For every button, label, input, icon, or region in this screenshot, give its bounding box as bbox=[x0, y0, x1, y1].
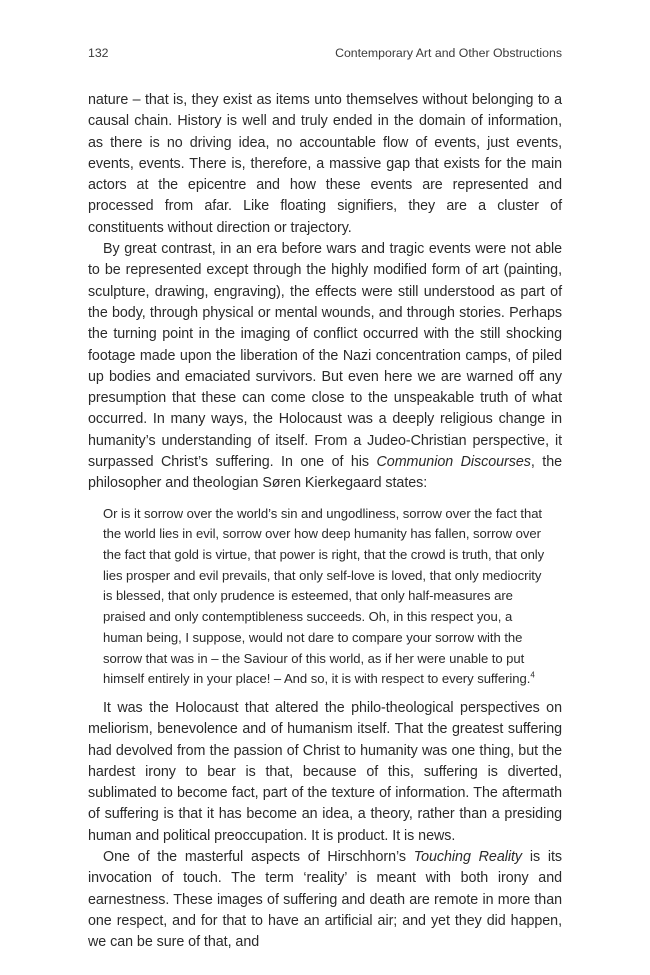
paragraph-3: It was the Holocaust that altered the philo-theological perspectives on meliorism, benevolence and of humanism itself. That the greatest suffering had devolved from the passion of Christ to humanity was one thing, but the hardest irony to bear is that, because of this, suffering is diverted, sublimated to become fact, part of the texture of information. The aftermath of suffering is that it has become an idea, a theory, rather than a presiding human and political preoccupation. It is product. It is news. bbox=[88, 699, 562, 844]
paragraph-2-text: By great contrast, in an era before wars and tragic events were not able to be represented except through the highly modified form of art (painting, sculpture, drawing, engraving), the effects were still understood as part of the body, through physical or mental wounds, and through stories. Perhaps the turning point in the imaging of conflict occurred with the still shocking footage made upon the liberation of the Nazi concentration camps, of piled up bodies and emaciated survivors. But even here we are warned off any presumption that these can come close to the unspeakable truth of what occurred. In many ways, the Holocaust was a deeply religious change in humanity’s understanding of itself. From a Judeo-Christian perspective, it surpassed Christ’s suffering. In one of his bbox=[88, 241, 562, 471]
paragraph-1: nature – that is, they exist as items unto themselves without belonging to a causal chain. History is well and truly ended in the domain of information, as there is no driving idea, no accountable flow of events, just events, events, events. There is, therefore, a massive gap that exists for the main actors at the epicentre and how these events are represented and processed from afar. Like floating signifiers, they are a cluster of constituents without direction or trajectory. bbox=[88, 92, 562, 236]
artwork-title-touching-reality: Touching Reality bbox=[413, 849, 523, 866]
paragraph-4 bbox=[88, 847, 562, 953]
book-title-communion-discourses: Communion Discourses bbox=[376, 454, 531, 471]
quote-text: Or is it sorrow over the world’s sin and ungodliness, sorrow over the fact that the world lies in evil, sorrow over how deep humanity has fallen, sorrow over the fact that gold is virtue, that power is right, that the crowd is truth, that only lies prosper and evil prevails, that only self-love is loved, that only mediocrity is blessed, that only prudence is esteemed, that only half-measures are praised and only contemptibleness succeeds. Oh, in this respect you, a human being, I suppose, would not dare to compare your sorrow with the sorrow that was in – the Saviour of this world, as if her were unable to put himself entirely in your place! – And so, it is with respect to every suffering. bbox=[103, 505, 545, 687]
paragraph-2-text-end: , the philosopher and theologian Søren Kierkegaard states: bbox=[88, 454, 563, 492]
running-head bbox=[88, 44, 562, 62]
body-text bbox=[88, 90, 562, 954]
footnote-reference: 4 bbox=[530, 670, 535, 680]
page-number: 132 bbox=[88, 46, 109, 60]
running-title: Contemporary Art and Other Obstructions bbox=[335, 46, 562, 60]
block-quote bbox=[88, 504, 546, 690]
paragraph-4-text-end: is its invocation of touch. The term ‘reality’ is meant with both irony and earnestness. These images of suffering and death are remote in more than one respect, and for that to have an artificial air; and yet they did happen, we can be sure of that, and bbox=[88, 849, 563, 951]
paragraph-4-text: One of the masterful aspects of Hirschhorn’s bbox=[103, 849, 414, 866]
paragraph-2 bbox=[88, 239, 562, 495]
quote-paragraph bbox=[103, 504, 546, 690]
